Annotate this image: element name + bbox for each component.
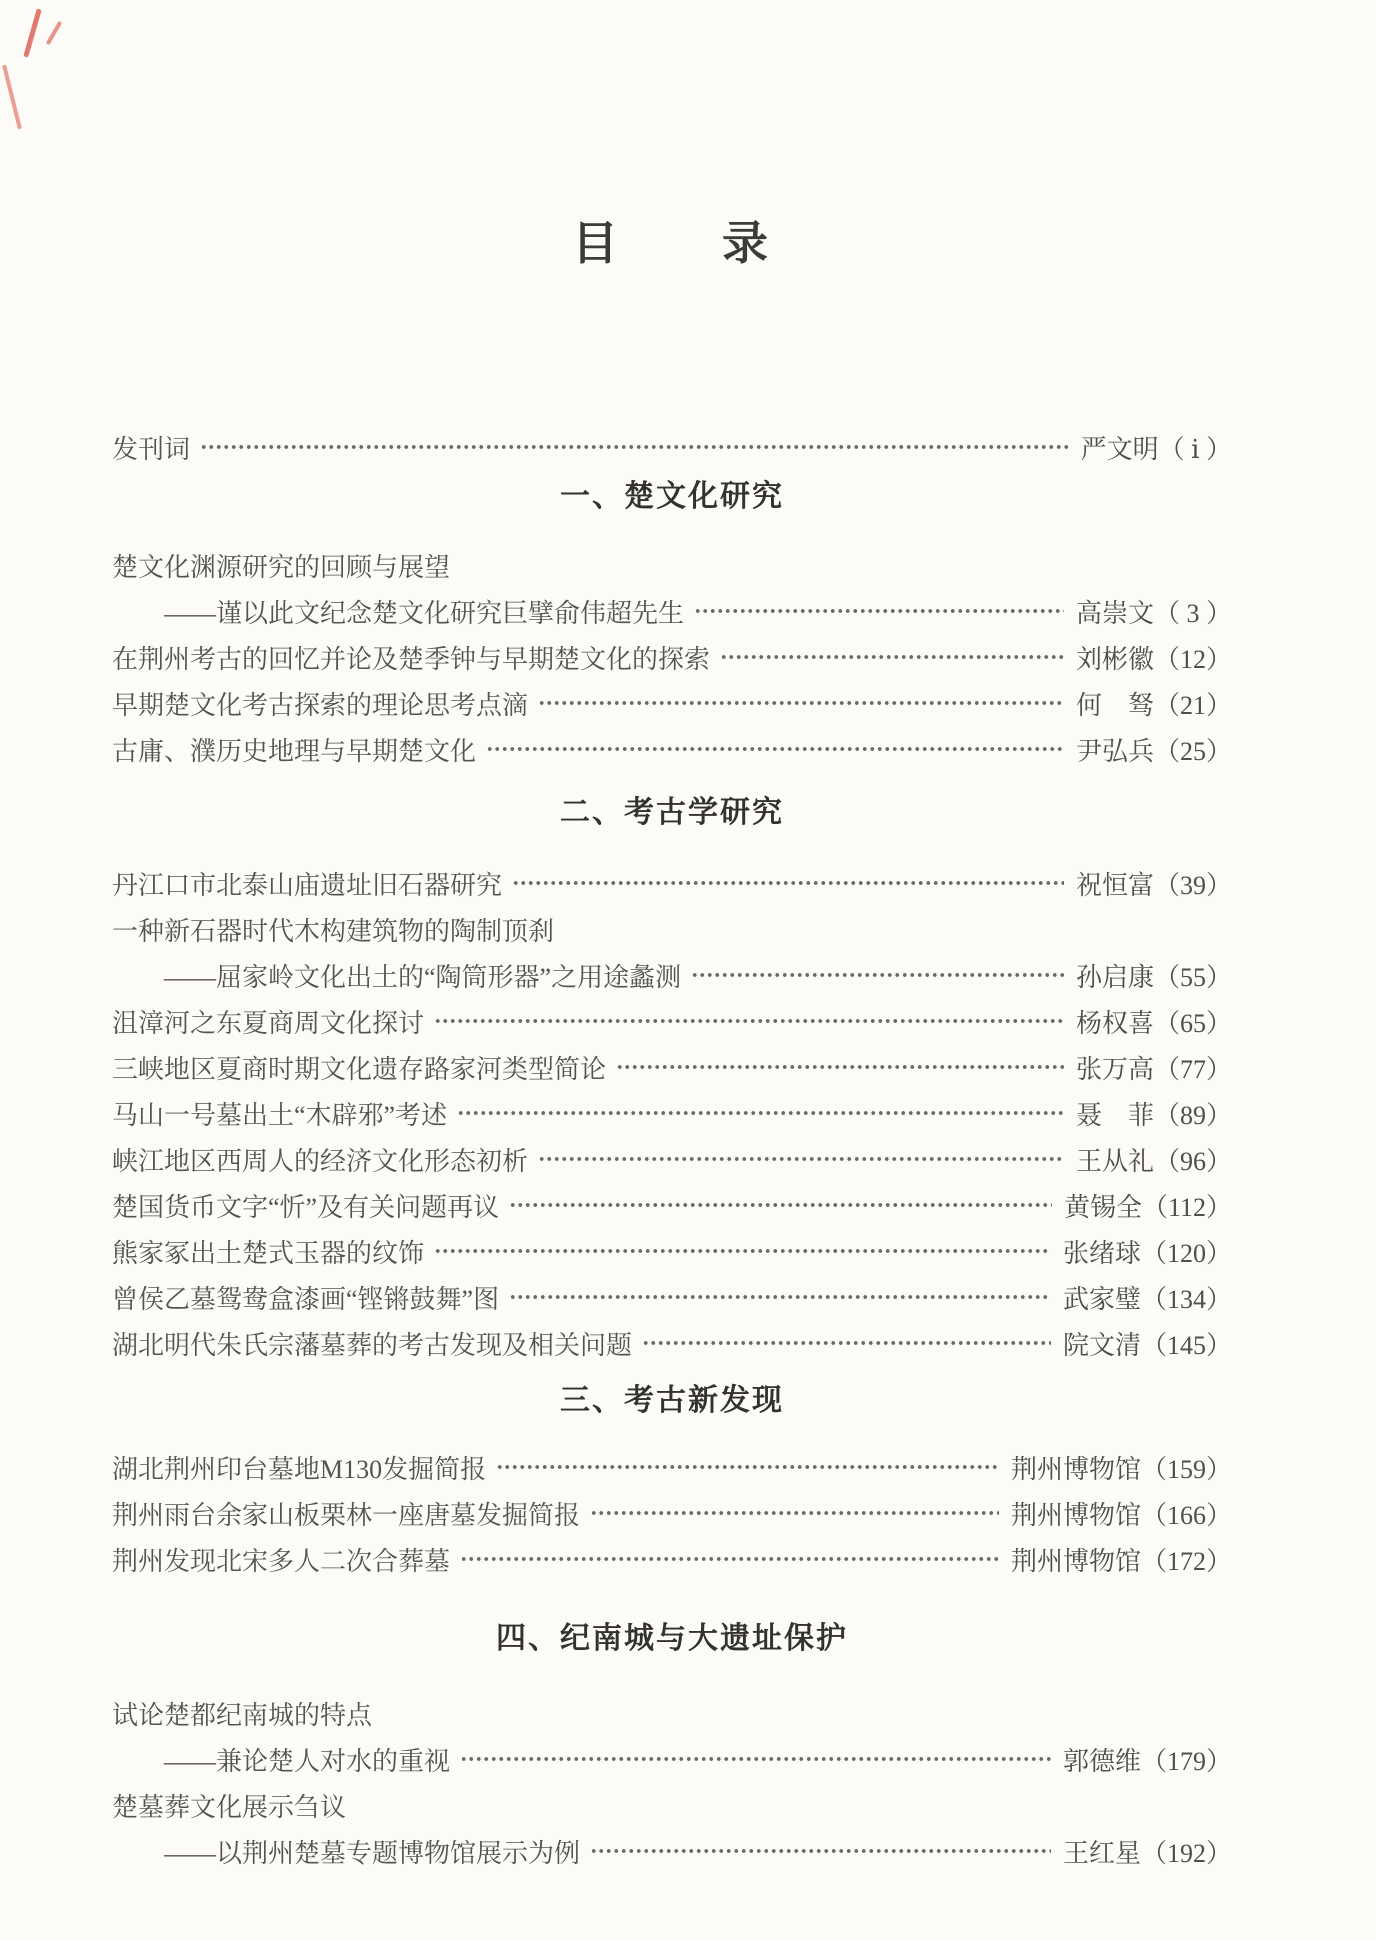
toc-entry <box>112 1274 1232 1320</box>
entry-title: 湖北荆州印台墓地M130发掘简报 <box>112 1454 487 1484</box>
dot-leader <box>720 634 1064 680</box>
toc-entry <box>112 1044 1232 1090</box>
entry-author-page: 武家璧（134） <box>1062 1284 1232 1314</box>
toc-entry <box>112 634 1232 680</box>
entry-author-page: 王从礼（96） <box>1075 1146 1232 1176</box>
toc-entry <box>112 1536 1232 1582</box>
toc-entry-foreword <box>112 424 1232 470</box>
toc-entry <box>112 680 1232 726</box>
toc-entry <box>112 542 1232 588</box>
dot-leader <box>538 680 1064 726</box>
toc-entry-subtitle <box>112 952 1232 998</box>
dot-leader <box>434 1228 1051 1274</box>
dot-leader <box>590 1490 999 1536</box>
entry-author-page: 郭德维（179） <box>1062 1746 1232 1776</box>
entry-title: 发刊词 <box>112 434 191 464</box>
entry-title: 熊家冢出土楚式玉器的纹饰 <box>112 1238 425 1268</box>
entry-subtitle: ——以荆州楚墓专题博物馆展示为例 <box>164 1838 581 1868</box>
entry-author-page: 刘彬徽（12） <box>1075 644 1232 674</box>
dot-leader <box>512 860 1064 906</box>
dot-leader <box>509 1182 1052 1228</box>
entry-author-page: 孙启康（55） <box>1075 962 1232 992</box>
entry-author-page: 院文清（145） <box>1062 1330 1232 1360</box>
entry-author-page: 王红星（192） <box>1062 1838 1232 1868</box>
entry-title: 一种新石器时代木构建筑物的陶制顶刹 <box>112 916 555 946</box>
entry-author-page: 高崇文（ 3 ） <box>1075 598 1232 628</box>
toc-entry <box>112 1090 1232 1136</box>
dot-leader <box>590 1828 1051 1874</box>
entry-author-page: 聂 菲（89） <box>1075 1100 1232 1130</box>
toc-entry <box>112 1136 1232 1182</box>
section-heading-1: 一、楚文化研究 <box>560 480 784 513</box>
red-pen-scan-artifact <box>46 21 62 46</box>
toc-entry <box>112 1490 1232 1536</box>
dot-leader <box>691 952 1064 998</box>
dot-leader <box>457 1090 1064 1136</box>
entry-title: 湖北明代朱氏宗藩墓葬的考古发现及相关问题 <box>112 1330 633 1360</box>
toc-entry <box>112 906 1232 952</box>
entry-subtitle: ——谨以此文纪念楚文化研究巨擘俞伟超先生 <box>164 598 685 628</box>
entry-title: 在荆州考古的回忆并论及楚季钟与早期楚文化的探索 <box>112 644 711 674</box>
toc-entry <box>112 1182 1232 1228</box>
section-heading-4: 四、纪南城与大遗址保护 <box>496 1622 848 1655</box>
toc-entry <box>112 1782 1232 1828</box>
entry-title: 曾侯乙墓鸳鸯盒漆画“铿锵鼓舞”图 <box>112 1284 500 1314</box>
section-heading-2: 二、考古学研究 <box>560 796 784 829</box>
dot-leader <box>434 998 1064 1044</box>
red-pen-scan-artifact <box>2 64 22 129</box>
entry-author-page: 尹弘兵（25） <box>1075 736 1232 766</box>
entry-author-page: 严文明（ ⅰ ） <box>1080 434 1232 464</box>
toc-entry <box>112 1444 1232 1490</box>
entry-author-page: 张绪球（120） <box>1062 1238 1232 1268</box>
entry-author-page: 何 驽（21） <box>1075 690 1232 720</box>
dot-leader <box>486 726 1064 772</box>
toc-entry-subtitle <box>112 1828 1232 1874</box>
page-title: 目 录 <box>572 218 772 269</box>
entry-author-page: 荆州博物馆（166） <box>1010 1500 1232 1530</box>
entry-subtitle: ——兼论楚人对水的重视 <box>164 1746 451 1776</box>
toc-entry-subtitle <box>112 1736 1232 1782</box>
toc-entry <box>112 860 1232 906</box>
entry-author-page: 杨权喜（65） <box>1075 1008 1232 1038</box>
entry-author-page: 黄锡全（112） <box>1063 1192 1232 1222</box>
dot-leader <box>694 588 1064 634</box>
dot-leader <box>642 1320 1051 1366</box>
dot-leader <box>616 1044 1064 1090</box>
toc-entry <box>112 1228 1232 1274</box>
entry-title: 楚文化渊源研究的回顾与展望 <box>112 552 451 582</box>
dot-leader <box>538 1136 1064 1182</box>
red-pen-scan-artifact <box>23 8 42 57</box>
dot-leader <box>496 1444 999 1490</box>
section-heading-3: 三、考古新发现 <box>560 1384 784 1417</box>
entry-subtitle: ——屈家岭文化出土的“陶筒形器”之用途蠡测 <box>164 962 682 992</box>
entry-title: 沮漳河之东夏商周文化探讨 <box>112 1008 425 1038</box>
toc-entry <box>112 998 1232 1044</box>
toc-entry <box>112 1690 1232 1736</box>
dot-leader <box>460 1736 1051 1782</box>
toc-entry <box>112 726 1232 772</box>
dot-leader <box>200 424 1069 470</box>
entry-author-page: 荆州博物馆（172） <box>1010 1546 1232 1576</box>
entry-title: 早期楚文化考古探索的理论思考点滴 <box>112 690 529 720</box>
entry-title: 楚国货币文字“忻”及有关问题再议 <box>112 1192 500 1222</box>
entry-title: 荆州雨台余家山板栗林一座唐墓发掘简报 <box>112 1500 581 1530</box>
entry-title: 丹江口市北泰山庙遗址旧石器研究 <box>112 870 503 900</box>
entry-title: 峡江地区西周人的经济文化形态初析 <box>112 1146 529 1176</box>
entry-author-page: 荆州博物馆（159） <box>1010 1454 1232 1484</box>
entry-title: 楚墓葬文化展示刍议 <box>112 1792 347 1822</box>
entry-title: 古庸、濮历史地理与早期楚文化 <box>112 736 477 766</box>
entry-title: 马山一号墓出土“木辟邪”考述 <box>112 1100 448 1130</box>
toc-entry <box>112 1320 1232 1366</box>
entry-title: 荆州发现北宋多人二次合葬墓 <box>112 1546 451 1576</box>
dot-leader <box>460 1536 999 1582</box>
entry-author-page: 祝恒富（39） <box>1075 870 1232 900</box>
dot-leader <box>509 1274 1051 1320</box>
toc-entry-subtitle <box>112 588 1232 634</box>
entry-title: 试论楚都纪南城的特点 <box>112 1700 373 1730</box>
entry-title: 三峡地区夏商时期文化遗存路家河类型简论 <box>112 1054 607 1084</box>
entry-author-page: 张万高（77） <box>1075 1054 1232 1084</box>
